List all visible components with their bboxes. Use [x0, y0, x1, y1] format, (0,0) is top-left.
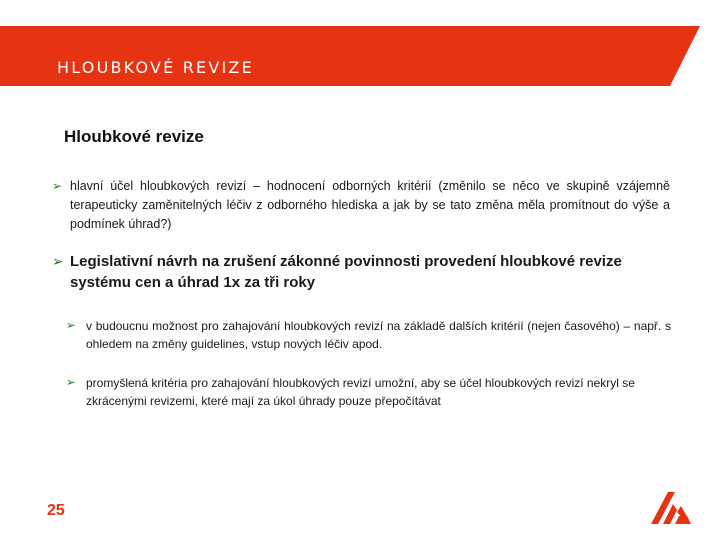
bullet-item: [52, 177, 672, 234]
sub-bullet-item: [66, 374, 672, 410]
bullet-text: hlavní účel hloubkových revizí – hodnocení odborných kritérií (změnilo se něco ve skupině vzájemně terapeuticky zaměnitelných léčiv z odborného hlediska a jak by se tato změna měla promítnout do výše a podmínek úhrad?): [70, 179, 670, 231]
header-banner: [0, 26, 700, 86]
arrow-bullet-icon: ➢: [52, 179, 63, 193]
company-logo-icon: [651, 490, 691, 524]
page-title: HLOUBKOVÉ REVIZE: [57, 58, 254, 77]
bullet-text: v budoucnu možnost pro zahajování hloubkových revizí na základě dalších kritérií (nejen časového) – např. s ohledem na změny guidelines, vstup nových léčiv apod.: [86, 319, 671, 351]
header-banner-shape: [0, 26, 700, 86]
bullet-text: Legislativní návrh na zrušení zákonné povinnosti provedení hloubkové revize systému cen a úhrad 1x za tři roky: [70, 253, 622, 291]
sub-bullet-item: [66, 317, 672, 353]
arrow-bullet-icon: ➢: [66, 377, 76, 389]
section-subtitle: Hloubkové revize: [64, 127, 204, 146]
page-number: 25: [47, 502, 65, 519]
bullet-item: [52, 251, 672, 293]
arrow-bullet-icon: ➢: [66, 320, 76, 332]
bullet-text: promyšlená kritéria pro zahajování hloubkových revizí umožní, aby se účel hloubkových revizí nekryl se zkrácenými revizemi, které mají za úkol úhrady pouze přepočítávat: [86, 376, 635, 408]
arrow-bullet-icon: ➢: [52, 253, 64, 269]
